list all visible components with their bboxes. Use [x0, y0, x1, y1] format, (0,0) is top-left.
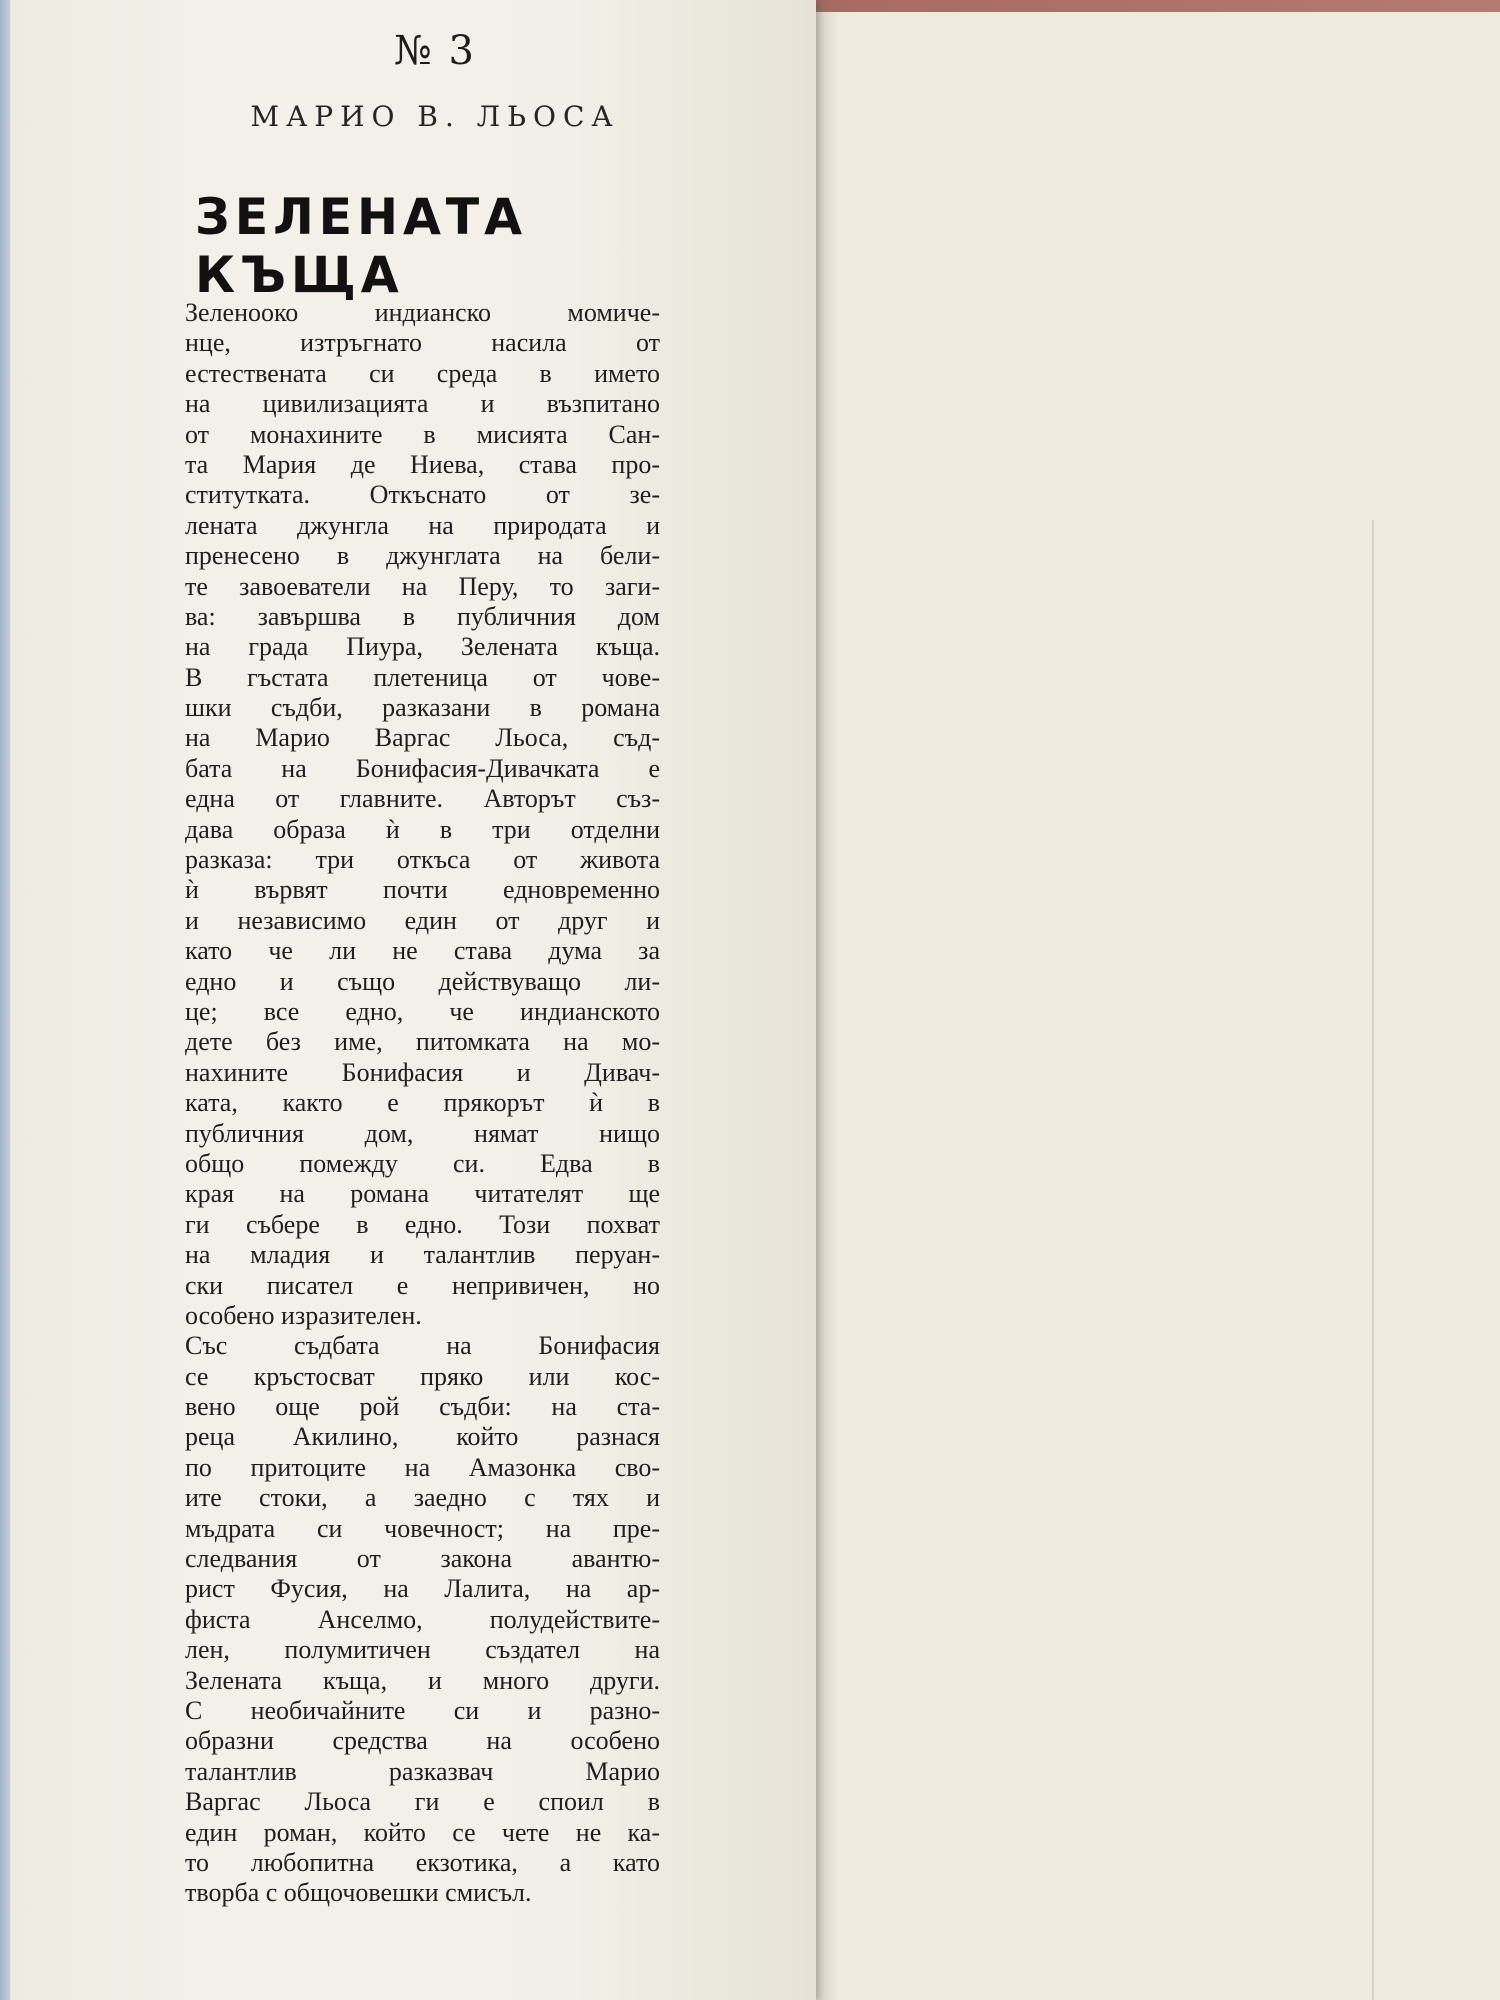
- blurb-line: дава образа ѝ в три отделни: [185, 814, 660, 844]
- blurb-line: ите стоки, а заедно с тях и: [185, 1483, 660, 1513]
- blurb-line: В гъстата плетеница от чове-: [185, 662, 660, 692]
- blurb-line: шки съдби, разказани в романа: [185, 693, 660, 723]
- blurb-line: като че ли не става дума за: [185, 936, 660, 966]
- backdrop-edge: [815, 0, 1500, 12]
- blurb-line: особено изразителен.: [185, 1300, 422, 1330]
- blurb-line: та Мария де Ниева, става про-: [185, 449, 660, 479]
- blurb-line: вено още рой съдби: на ста-: [185, 1392, 660, 1422]
- blurb-line: публичния дом, нямат нищо: [185, 1118, 660, 1148]
- blurb-line: ски писател е непривичен, но: [185, 1270, 660, 1300]
- blurb-line: естествената си среда в името: [185, 358, 660, 388]
- blurb-line: мъдрата си човечност; на пре-: [185, 1513, 660, 1543]
- blurb-line: Зелената къща, и много други.: [185, 1665, 660, 1695]
- blurb-line: те завоеватели на Перу, то заги-: [185, 571, 660, 601]
- blurb-line: на града Пиура, Зелената къща.: [185, 632, 660, 662]
- blurb-line: рист Фусия, на Лалита, на ар-: [185, 1574, 660, 1604]
- blurb-line: по притоците на Амазонка сво-: [185, 1452, 660, 1482]
- blurb-line: бата на Бонифасия-Дивачката е: [185, 753, 660, 783]
- blurb-line: це; все едно, че индианското: [185, 996, 660, 1026]
- blurb-line: реца Акилино, който разнася: [185, 1422, 660, 1452]
- blurb-line: разказа: три откъса от живота: [185, 845, 660, 875]
- series-number: № 3: [393, 28, 476, 74]
- blurb-line: ва: завършва в публичния дом: [185, 601, 660, 631]
- author-name: МАРИО В. ЛЬОСА: [250, 100, 620, 133]
- blurb-line: на цивилизацията и възпитано: [185, 389, 660, 419]
- blurb-line: образни средства на особено: [185, 1726, 660, 1756]
- blurb-line: края на романа читателят ще: [185, 1179, 660, 1209]
- blurb-line: С необичайните си и разно-: [185, 1695, 660, 1725]
- blurb-line: ги събере в едно. Този похват: [185, 1209, 660, 1239]
- blurb-line: общо помежду си. Едва в: [185, 1148, 660, 1178]
- blurb-text: [185, 298, 660, 1909]
- book-page: [816, 10, 1500, 2000]
- blurb-line: на Марио Варгас Льоса, съд-: [185, 723, 660, 753]
- page-crease: [1372, 520, 1374, 2000]
- blurb-line: дете без име, питомката на мо-: [185, 1027, 660, 1057]
- blurb-line: нце, изтръгнато насила от: [185, 328, 660, 358]
- blurb-line: едно и също действуващо ли-: [185, 966, 660, 996]
- blurb-line: една от главните. Авторът съз-: [185, 784, 660, 814]
- blurb-line: ѝ вървят почти едновременно: [185, 875, 660, 905]
- blurb-line: следвания от закона авантю-: [185, 1544, 660, 1574]
- blurb-line: един роман, който се чете не ка-: [185, 1817, 660, 1847]
- blurb-line: и независимо един от друг и: [185, 905, 660, 935]
- blurb-line: талантлив разказвач Марио: [185, 1756, 660, 1786]
- blurb-line: ката, както е прякорът ѝ в: [185, 1088, 660, 1118]
- blurb-line: творба с общочовешки смисъл.: [185, 1878, 532, 1908]
- blurb-line: нахините Бонифасия и Дивач-: [185, 1057, 660, 1087]
- blurb-line: от монахините в мисията Сан-: [185, 419, 660, 449]
- blurb-line: Зеленооко индианско момиче-: [185, 298, 660, 327]
- blurb-line: Със съдбата на Бонифасия: [185, 1331, 660, 1361]
- blurb-line: на младия и талантлив перуан-: [185, 1240, 660, 1270]
- blurb-line: фиста Анселмо, полудействите-: [185, 1604, 660, 1634]
- blurb-line: се кръстосват пряко или кос-: [185, 1361, 660, 1391]
- blurb-line: то любопитна екзотика, а като: [185, 1847, 660, 1877]
- blurb-line: пренесено в джунглата на бели-: [185, 541, 660, 571]
- blurb-line: ститутката. Откъснато от зе-: [185, 480, 660, 510]
- blurb-line: лен, полумитичен създател на: [185, 1635, 660, 1665]
- blurb-line: лената джунгла на природата и: [185, 510, 660, 540]
- book-title: ЗЕЛЕНАТА КЪЩА: [195, 188, 527, 304]
- flap-shadow: [816, 0, 838, 2000]
- blurb-line: Варгас Льоса ги е споил в: [185, 1787, 660, 1817]
